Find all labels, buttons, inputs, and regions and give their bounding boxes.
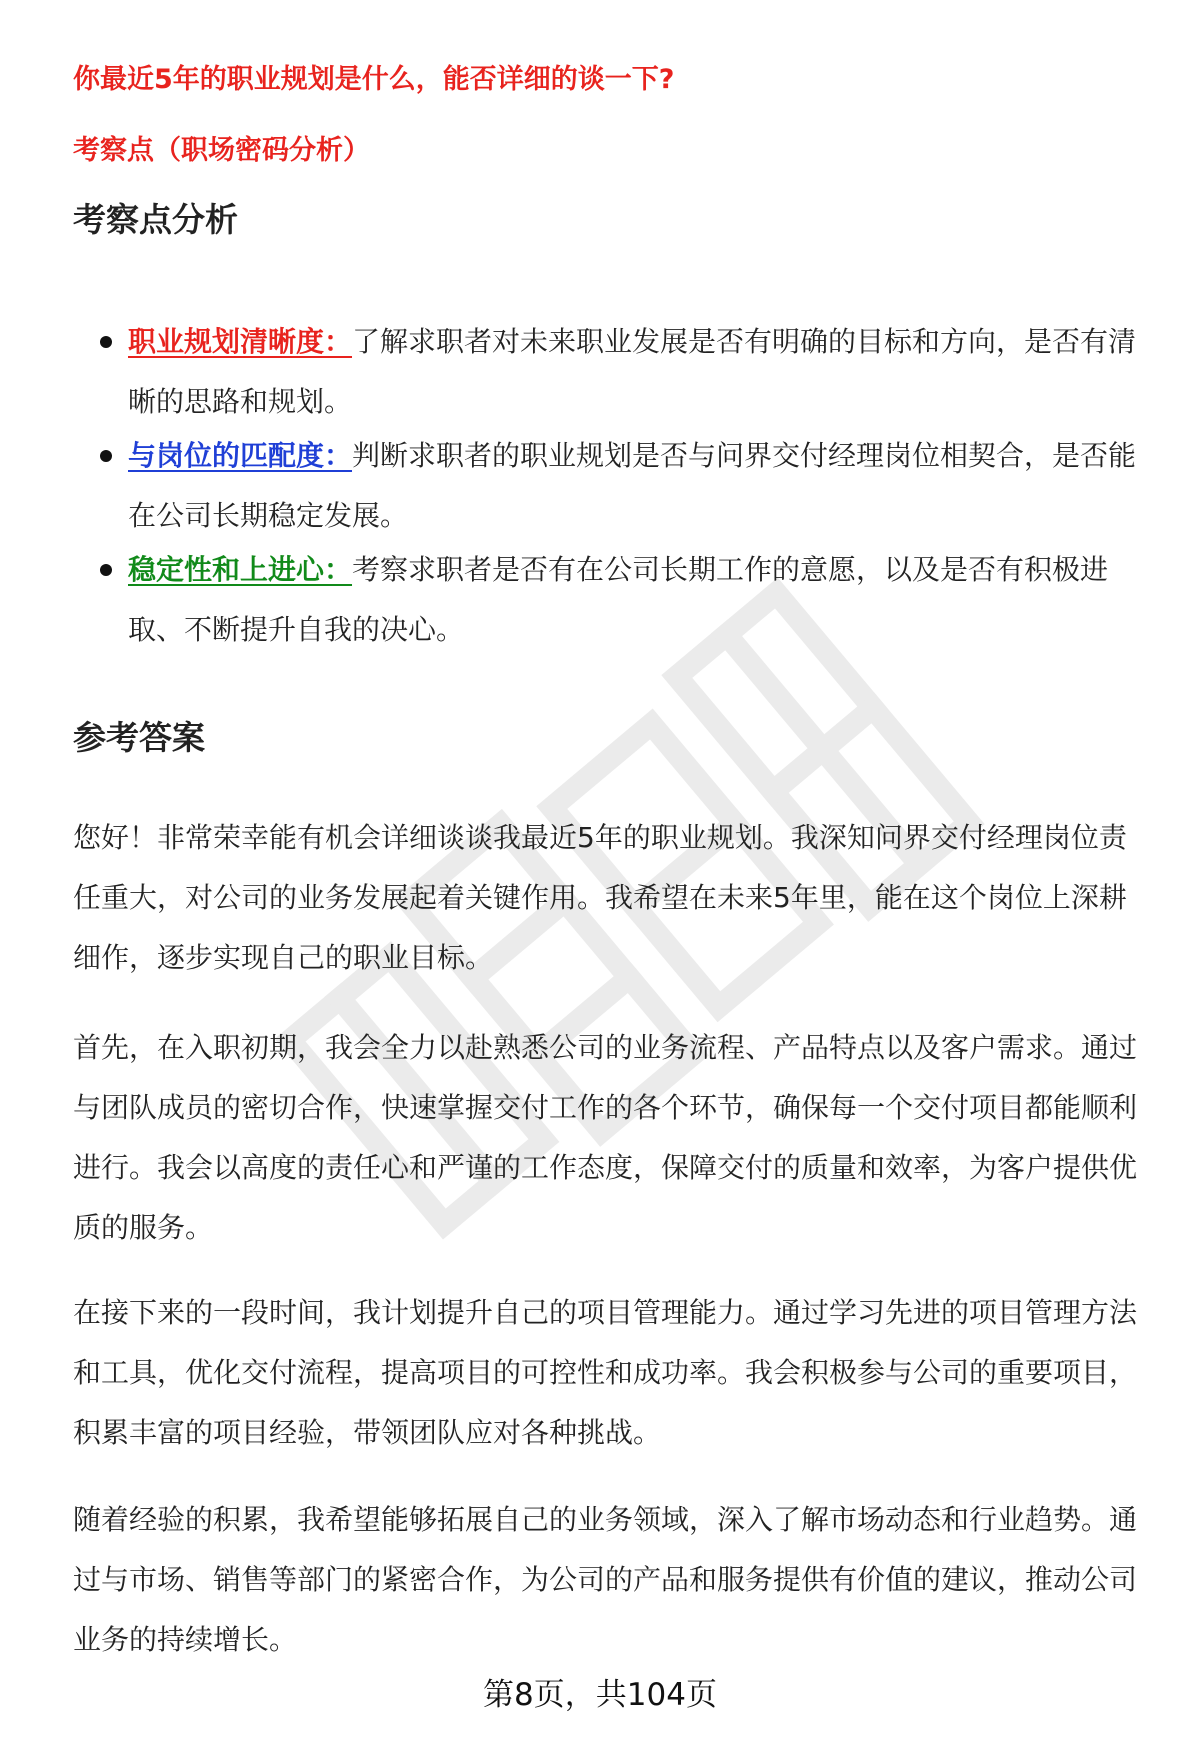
analysis-item-text: 了解求职者对未来职业发展是否有明确的目标和方向，是否有清晰的思路和规划。	[128, 325, 1137, 418]
answer-paragraph: 在接下来的一段时间，我计划提升自己的项目管理能力。通过学习先进的项目管理方法和工具，优化交付流程，提高项目的可控性和成功率。我会积极参与公司的重要项目，积累丰富的项目经验，带领团队应对各种挑战。	[73, 1296, 1138, 1449]
analysis-heading: 考察点分析	[73, 200, 238, 239]
analysis-item-text: 判断求职者的职业规划是否与问界交付经理岗位相契合，是否能在公司长期稳定发展。	[128, 439, 1137, 532]
bullet-dot-icon	[100, 564, 112, 576]
answer-paragraph: 您好！非常荣幸能有机会详细谈谈我最近5年的职业规划。我深知问界交付经理岗位责任重大，对公司的业务发展起着关键作用。我希望在未来5年里，能在这个岗位上深耕细作，逐步实现自己的职业目标。	[73, 821, 1127, 974]
answer-paragraph: 首先，在入职初期，我会全力以赴熟悉公司的业务流程、产品特点以及客户需求。通过与团队成员的密切合作，快速掌握交付工作的各个环节，确保每一个交付项目都能顺利进行。我会以高度的责任心和严谨的工作态度，保障交付的质量和效率，为客户提供优质的服务。	[73, 1031, 1138, 1244]
page-number: 第8页，共104页	[483, 1677, 717, 1713]
analysis-item-keyword: 与岗位的匹配度：	[128, 439, 353, 472]
analysis-item-stability	[73, 540, 1153, 660]
bullet-dot-icon	[100, 450, 112, 462]
analysis-item-keyword: 职业规划清晰度：	[128, 325, 353, 358]
analysis-list	[73, 312, 1153, 660]
bullet-dot-icon	[100, 336, 112, 348]
analysis-item-match	[73, 426, 1153, 546]
answer-paragraph: 随着经验的积累，我希望能够拓展自己的业务领域，深入了解市场动态和行业趋势。通过与市场、销售等部门的紧密合作，为公司的产品和服务提供有价值的建议，推动公司业务的持续增长。	[73, 1503, 1138, 1656]
question-subtitle: 考察点（职场密码分析）	[73, 135, 370, 166]
analysis-item-clarity	[73, 312, 1153, 432]
analysis-item-keyword: 稳定性和上进心：	[128, 553, 353, 586]
analysis-item-text: 考察求职者是否有在公司长期工作的意愿，以及是否有积极进取、不断提升自我的决心。	[128, 553, 1109, 646]
answer-heading: 参考答案	[73, 718, 205, 757]
question-title: 你最近5年的职业规划是什么，能否详细的谈一下?	[73, 64, 675, 95]
